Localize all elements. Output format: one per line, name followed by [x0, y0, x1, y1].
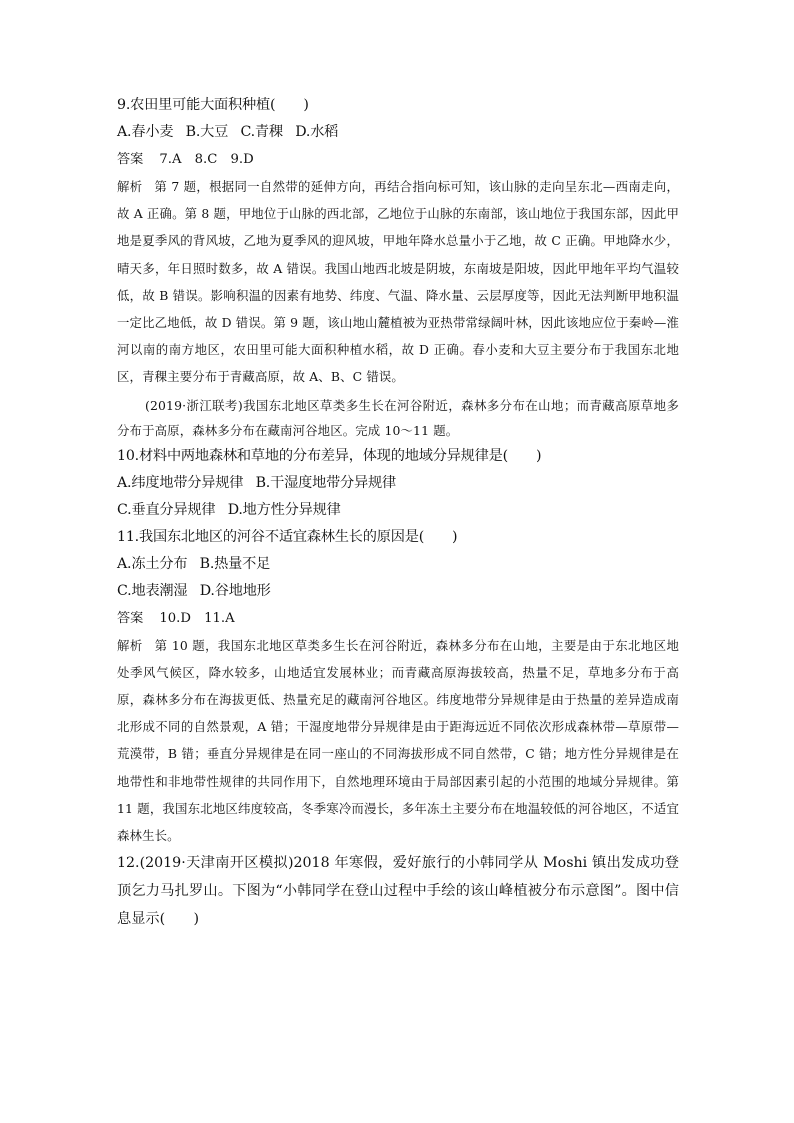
question-11-stem: 11.我国东北地区的河谷不适宜森林生长的原因是( ) — [117, 528, 458, 545]
option-c: C.地表潮湿 — [117, 582, 188, 599]
material-intro-10-11: (2019·浙江联考)我国东北地区草类多生长在河谷附近，森林多分布在山地；而青藏高原草地多分布于高原，森林多分布在藏南河谷地区。完成 10～11 题。 — [117, 397, 679, 438]
answer-line-10-11 — [117, 605, 679, 632]
option-d: D.谷地地形 — [199, 582, 271, 599]
option-a: A.冻土分布 — [117, 555, 188, 572]
option-c: C.垂直分异规律 — [117, 501, 216, 518]
answer-label: 答案 — [117, 610, 144, 626]
option-c: C.青稞 — [240, 124, 283, 140]
question-11-options-row-2 — [117, 578, 679, 605]
explanation-7-9 — [117, 173, 679, 391]
answer-label: 答案 — [117, 152, 144, 167]
option-b: B.大豆 — [185, 124, 229, 140]
question-10-stem: 10.材料中两地森林和草地的分布差异，体现的地域分异规律是( ) — [117, 447, 542, 464]
explanation-label: 解析 — [117, 637, 143, 653]
option-a: A.纬度地带分异规律 — [117, 474, 244, 491]
answer-text: 10.D 11.A — [159, 610, 235, 626]
question-9-options — [117, 119, 679, 146]
explanation-text: 第 7 题，根据同一自然带的延伸方向，再结合指向标可知，该山脉的走向呈东北—西南走向，故 A 正确。第 8 题，甲地位于山脉的西北部，乙地位于山脉的东南部，该山地位于我国东部，因此甲地是夏季风的背风坡，乙地为夏季风的迎风坡，甲地年降水总量小于乙地，故 C 正确。甲地降水少，晴天多，年日照时数多，故 A 错误。我国山地西北坡是阴坡，东南坡是阳坡，因此甲地年平均气温较低，故 B 错误。影响积温的因素有地势、纬度、气温、降水量、云层厚度等，因此无法判断甲地积温一定比乙地低，故 D 错误。第 9 题，该山地山麓植被为亚热带常绿阔叶林，因此该地应位于秦岭—淮河以南的南方地区，农田里可能大面积种植水稻，故 D 正确。春小麦和大豆主要分布于我国东北地区，青稞主要分布于青藏高原，故 A、B、C 错误。 — [117, 179, 679, 385]
question-10-options-row-2 — [117, 497, 679, 524]
document-page — [117, 92, 679, 933]
explanation-10-11 — [117, 632, 679, 850]
question-10-options-row-1 — [117, 470, 679, 497]
option-b: B.热量不足 — [199, 555, 271, 572]
explanation-text: 第 10 题，我国东北地区草类多生长在河谷附近，森林多分布在山地，主要是由于东北地区地处季风气候区，降水较多，山地适宜发展林业；而青藏高原海拔较高，热量不足，草地多分布于高原，森林多分布在海拔更低、热量充足的藏南河谷地区。纬度地带分异规律是由于热量的差异造成南北形成不同的自然景观，A 错；干湿度地带分异规律是由于距海远近不同依次形成森林带—草原带—荒漠带，B 错；垂直分异规律是在同一座山的不同海拔形成不同自然带，C 错；地方性分异规律是在地带性和非地带性规律的共同作用下，自然地理环境由于局部因素引起的小范围的地域分异规律。第 11 题，我国东北地区纬度较高，冬季寒冷而漫长，多年冻土主要分布在地温较低的河谷地区，不适宜森林生长。 — [117, 637, 679, 844]
option-b: B.干湿度地带分异规律 — [255, 474, 397, 491]
question-9-stem: 9.农田里可能大面积种植( ) — [117, 97, 309, 113]
answer-line-7-9 — [117, 146, 679, 173]
option-d: D.地方性分异规律 — [227, 501, 341, 518]
question-12-stem: 12.(2019·天津南开区模拟)2018 年寒假，爱好旅行的小韩同学从 Moshi 镇出发成功登顶乞力马扎罗山。下图为“小韩同学在登山过程中手绘的该山峰植被分布示意图”。图中信息显示( ) — [117, 855, 679, 928]
answer-text: 7.A 8.C 9.D — [159, 152, 254, 167]
option-a: A.春小麦 — [117, 124, 174, 140]
explanation-label: 解析 — [117, 179, 143, 194]
question-11-options-row-1 — [117, 551, 679, 578]
option-d: D.水稻 — [295, 124, 339, 140]
